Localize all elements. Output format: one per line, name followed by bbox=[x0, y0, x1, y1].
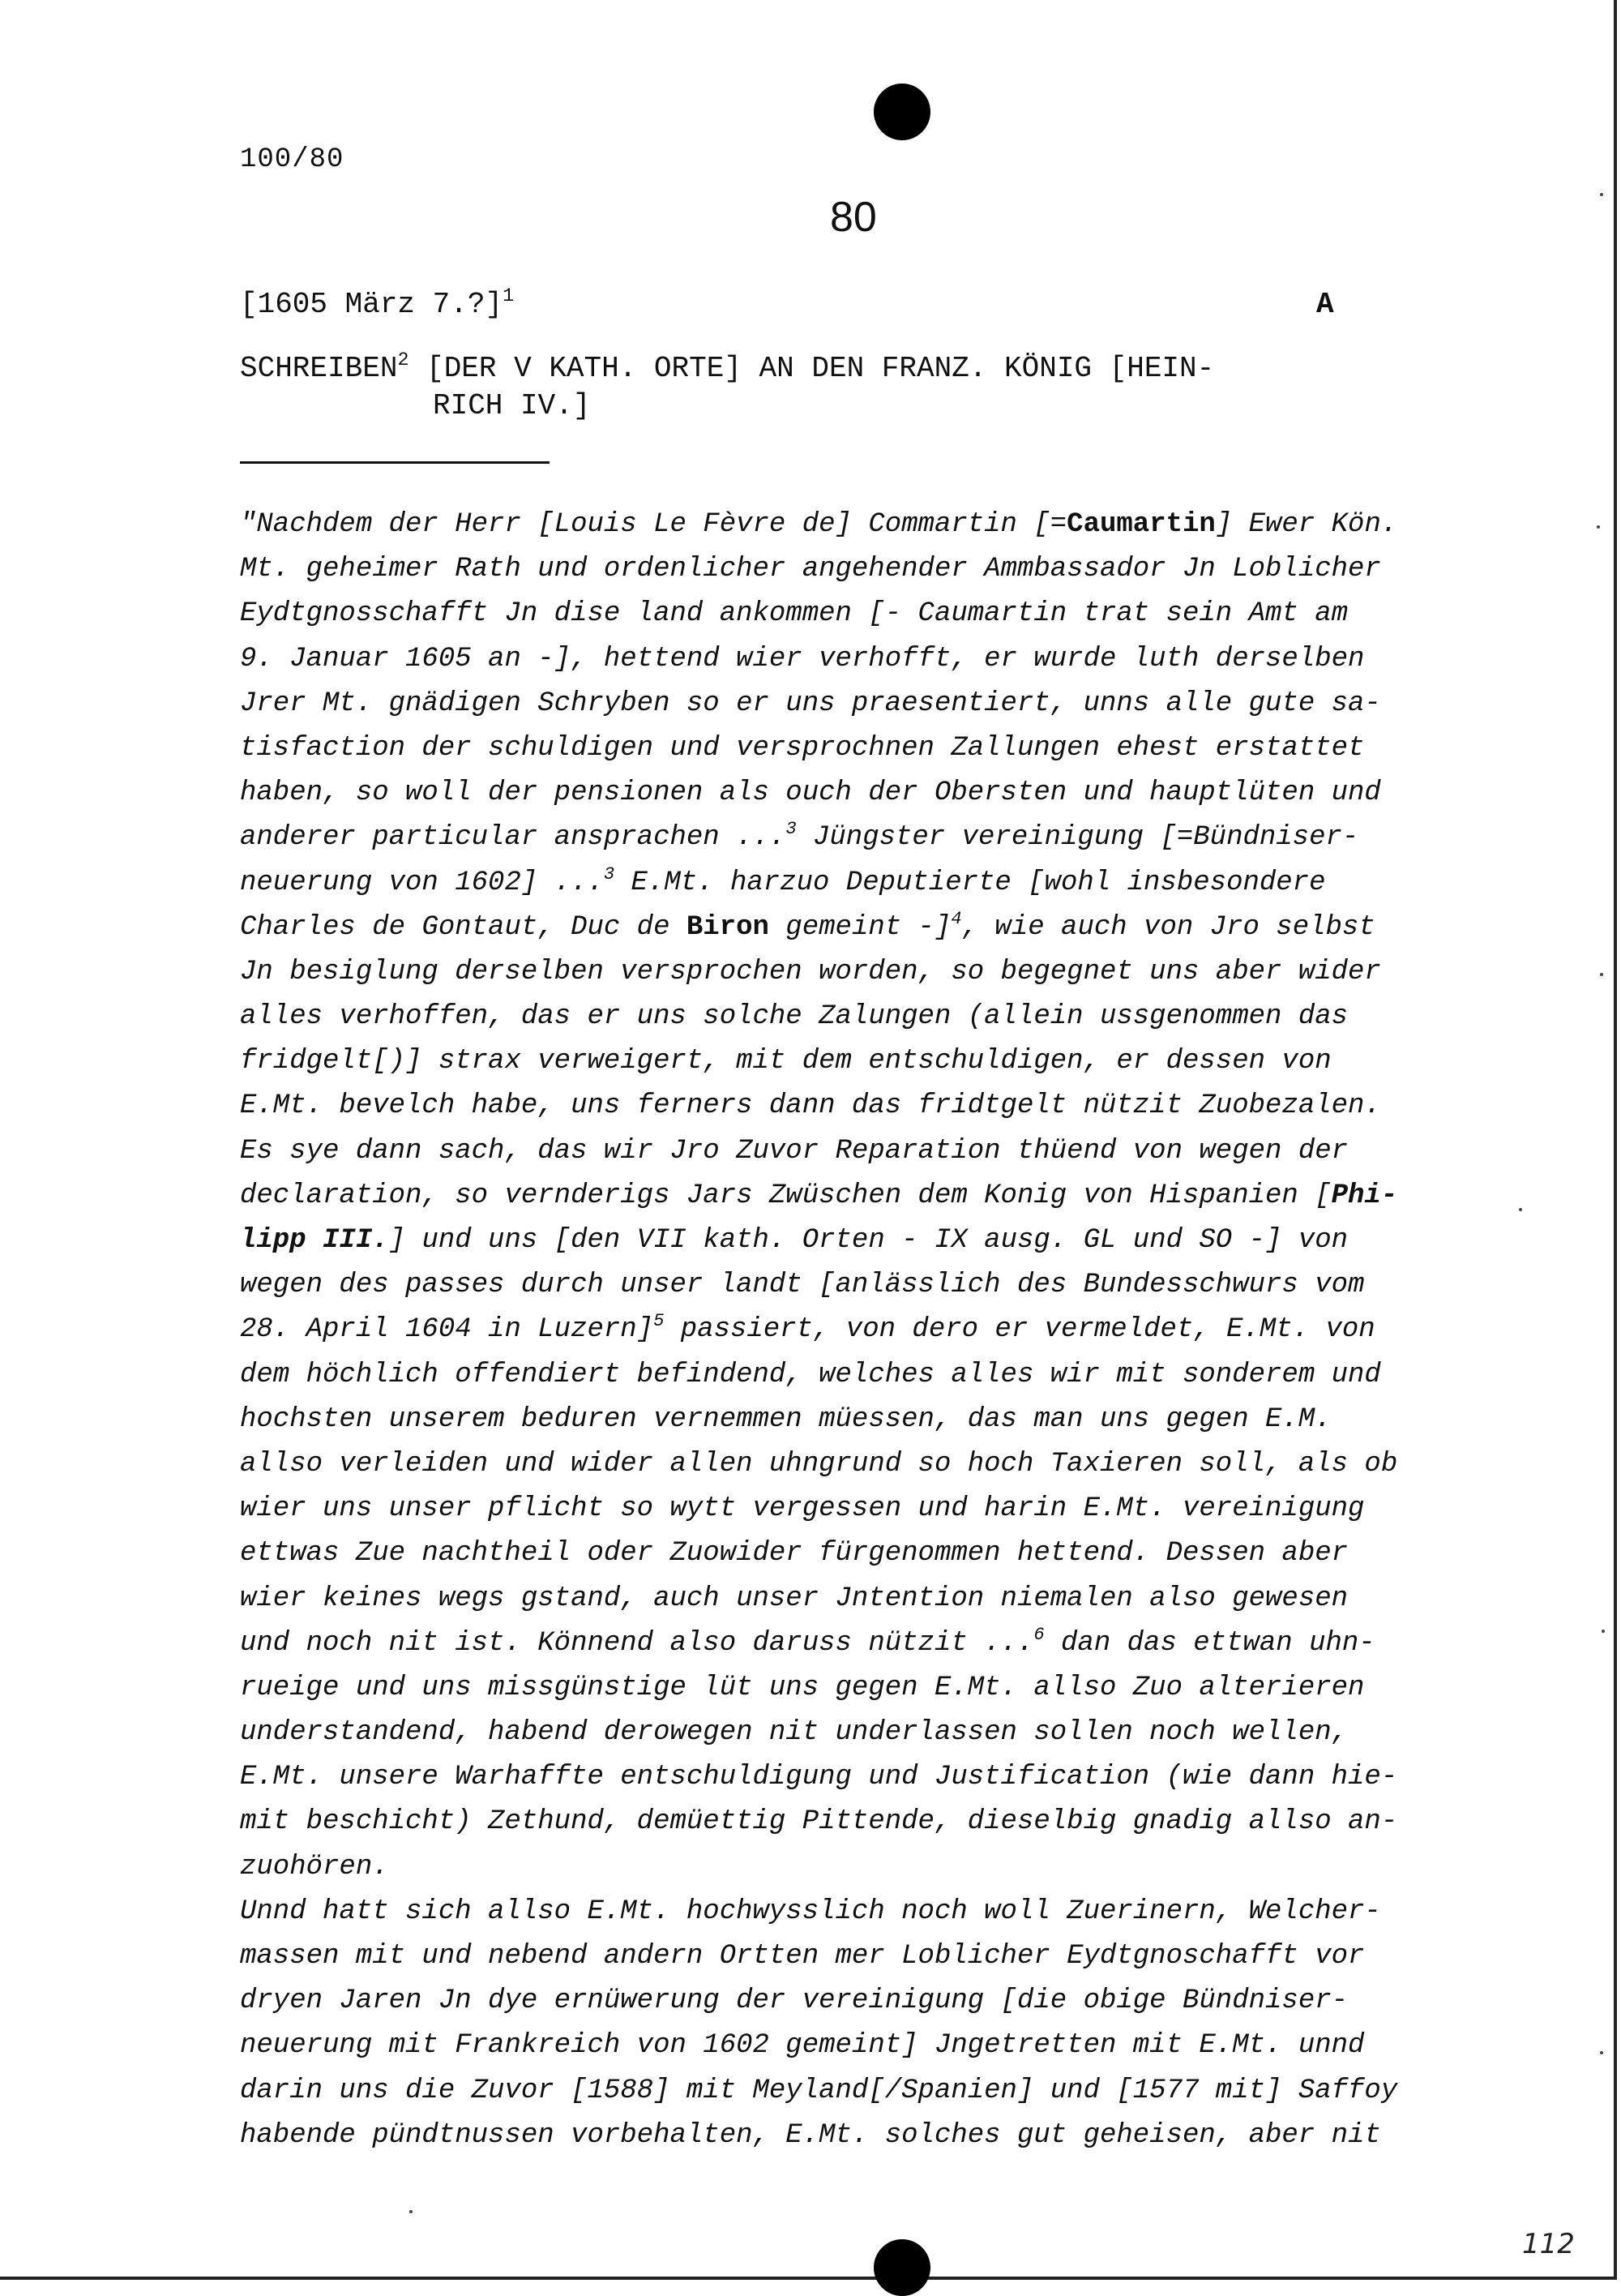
body-line bbox=[240, 1174, 1480, 1219]
footnote-ref: hochsten unserem beduren vernemmen müessen, das man uns gegen E.M. bbox=[240, 1403, 1332, 1435]
footnote-ref: declaration, so vernderigs Jars Zwüschen dem Konig von Hispanien [ bbox=[240, 1180, 1332, 1211]
footnote-ref: dan das ettwan uhn- bbox=[1044, 1627, 1375, 1659]
margin-speck bbox=[1597, 525, 1600, 529]
footnote-ref: ettwas Zue nachtheil oder Zuowider fürgenommen hettend. Dessen aber bbox=[240, 1538, 1349, 1570]
punch-hole-top bbox=[874, 84, 930, 140]
footnote-ref: mit beschicht) Zethund, demüettig Pittende, dieselbig gnadig allso an- bbox=[240, 1806, 1398, 1838]
footnote-ref: allso verleiden und wider allen uhngrund so hoch Taxieren soll, als ob bbox=[240, 1448, 1398, 1480]
footnote-ref: 4 bbox=[951, 908, 962, 929]
footnote-ref: 9. Januar 1605 an -], hettend wier verhofft, er wurde luth derselben bbox=[240, 643, 1365, 675]
footnote-ref: dryen Jaren Jn dye ernüwerung der vereinigung [die obige Bündniser- bbox=[240, 1985, 1349, 2017]
body-line bbox=[240, 906, 1480, 950]
footnote-ref: 5 bbox=[653, 1311, 665, 1332]
footnote-ref: anderer particular ansprachen ... bbox=[240, 822, 786, 854]
footnote-ref: E.Mt. harzuo Deputierte [wohl insbesondere bbox=[614, 867, 1326, 898]
footnote-ref: 28. April 1604 in Luzern] bbox=[240, 1314, 654, 1346]
body-line bbox=[240, 995, 1480, 1039]
body-line bbox=[240, 1263, 1480, 1308]
body-line bbox=[240, 726, 1480, 771]
date-heading bbox=[240, 285, 515, 321]
body-line bbox=[240, 1039, 1480, 1084]
body-line bbox=[240, 1219, 1480, 1263]
body-line bbox=[240, 2069, 1480, 2114]
footnote-ref: Jrer Mt. gnädigen Schryben so er uns praesentiert, unns alle gute sa- bbox=[240, 688, 1381, 719]
footnote-ref: 3 bbox=[603, 863, 615, 885]
footnote-ref: 3 bbox=[785, 819, 797, 840]
footnote-ref: wier keines wegs gstand, auch unser Jntention niemalen also gewesen bbox=[240, 1583, 1349, 1614]
body-line bbox=[240, 771, 1480, 816]
body-line bbox=[240, 2024, 1480, 2068]
body-line bbox=[240, 1398, 1480, 1442]
footnote-ref: ] Ewer Kön. bbox=[1215, 509, 1398, 540]
date-label: [1605 März 7.?] bbox=[240, 288, 503, 321]
title-part-3: RICH IV.] bbox=[433, 389, 591, 422]
body-line bbox=[240, 1666, 1480, 1711]
footnote-ref: haben, so woll der pensionen als ouch der Obersten und hauptlüten und bbox=[240, 777, 1381, 809]
body-line bbox=[240, 1621, 1480, 1666]
margin-speck bbox=[1519, 1208, 1522, 1211]
footnote-ref: ] und uns [den VII kath. Orten - IX ausg. GL und SO -] von bbox=[388, 1225, 1349, 1256]
body-text-segment: Biron bbox=[686, 911, 769, 943]
body-line bbox=[240, 1531, 1480, 1576]
folio-number: 112 bbox=[1522, 2228, 1575, 2260]
body-line bbox=[240, 1129, 1480, 1174]
footnote-ref: und noch nit ist. Könnend also daruss nützit ... bbox=[240, 1627, 1034, 1659]
punch-hole-bottom bbox=[874, 2239, 930, 2296]
footnote-ref: wegen des passes durch unser landt [anlässlich des Bundesschwurs vom bbox=[240, 1270, 1365, 1301]
footnote-ref: E.Mt. unsere Warhaffte entschuldigung und Justification (wie dann hie- bbox=[240, 1762, 1398, 1793]
footnote-ref: Jn besiglung derselben versprochen worden, so begegnet uns aber wider bbox=[240, 956, 1381, 987]
footnote-ref: habende pündtnussen vorbehalten, E.Mt. solches gut geheisen, aber nit bbox=[240, 2119, 1381, 2151]
footnote-ref: Unnd hatt sich allso E.Mt. hochwysslich noch woll Zuerinern, Welcher- bbox=[240, 1895, 1381, 1927]
footnote-ref: neuerung mit Frankreich von 1602 gemeint] Jngetretten mit E.Mt. unnd bbox=[240, 2030, 1365, 2062]
letter-body bbox=[240, 503, 1480, 2158]
margin-speck bbox=[1602, 1630, 1605, 1633]
title-part-2: [DER V KATH. ORTE] AN DEN FRANZ. KÖNIG [HEIN- bbox=[408, 352, 1215, 385]
footnote-ref: passiert, von dero er vermeldet, E.Mt. von bbox=[664, 1314, 1375, 1346]
footnote-ref: wier uns unser pflicht so wytt vergessen und harin E.Mt. vereinigung bbox=[240, 1493, 1365, 1525]
body-line bbox=[240, 1353, 1480, 1398]
body-line bbox=[240, 1800, 1480, 1844]
body-line bbox=[240, 1711, 1480, 1755]
body-line bbox=[240, 1442, 1480, 1487]
footnote-ref: "Nachdem der Herr [Louis Le Fèvre de] Commartin [= bbox=[240, 509, 1067, 540]
margin-speck bbox=[409, 2210, 413, 2213]
footnote-ref: dem höchlich offendiert befindend, welches alles wir mit sonderem und bbox=[240, 1359, 1381, 1390]
date-footnote-ref: 1 bbox=[503, 285, 515, 307]
body-line bbox=[240, 592, 1480, 636]
grade-letter: A bbox=[1316, 288, 1334, 321]
body-line bbox=[240, 1979, 1480, 2024]
body-line bbox=[240, 503, 1480, 547]
body-line bbox=[240, 1084, 1480, 1129]
footnote-ref: E.Mt. bevelch habe, uns ferners dann das fridtgelt nützit Zuobezalen. bbox=[240, 1090, 1381, 1122]
footnote-ref: Charles de Gontaut, Duc de bbox=[240, 911, 686, 943]
footnote-ref: gemeint -] bbox=[768, 911, 952, 943]
footnote-ref: 6 bbox=[1033, 1624, 1045, 1645]
footnote-ref: Jüngster vereinigung [=Bündniser- bbox=[796, 822, 1359, 854]
footnote-ref: darin uns die Zuvor [1588] mit Meyland[/Spanien] und [1577 mit] Saffoy bbox=[240, 2075, 1398, 2106]
footnote-ref: alles verhoffen, das er uns solche Zalungen (allein ussgenommen das bbox=[240, 1001, 1349, 1033]
title-footnote-ref: 2 bbox=[397, 349, 409, 371]
document-reference: 100/80 bbox=[240, 144, 344, 175]
margin-speck bbox=[1600, 2051, 1603, 2054]
title-part-1: SCHREIBEN bbox=[240, 352, 398, 385]
body-text-segment: Caumartin bbox=[1067, 509, 1216, 540]
body-text-segment: Phi- bbox=[1331, 1180, 1398, 1211]
body-line bbox=[240, 2114, 1480, 2158]
body-line bbox=[240, 547, 1480, 592]
footnote-ref: massen mit und nebend andern Ortten mer Loblicher Eydtgnoschafft vor bbox=[240, 1941, 1365, 1972]
body-line bbox=[240, 1308, 1480, 1352]
body-line bbox=[240, 1934, 1480, 1979]
title-rule bbox=[240, 461, 550, 464]
footnote-ref: tisfaction der schuldigen und versprochnen Zallungen ehest erstattet bbox=[240, 732, 1365, 764]
footnote-ref: zuohören. bbox=[240, 1851, 389, 1883]
footnote-ref: , wie auch von Jro selbst bbox=[961, 911, 1375, 943]
footnote-ref: Mt. geheimer Rath und ordenlicher angehender Ammbassador Jn Loblicher bbox=[240, 554, 1381, 585]
body-line bbox=[240, 637, 1480, 682]
body-text-segment: lipp III. bbox=[240, 1225, 389, 1256]
body-line bbox=[240, 816, 1480, 860]
document-title bbox=[240, 350, 1375, 425]
body-line bbox=[240, 1487, 1480, 1531]
body-line bbox=[240, 861, 1480, 906]
page-number: 80 bbox=[830, 194, 877, 241]
body-line bbox=[240, 1577, 1480, 1621]
body-line bbox=[240, 950, 1480, 995]
margin-speck bbox=[1600, 193, 1603, 196]
body-line bbox=[240, 1845, 1480, 1890]
margin-speck bbox=[1600, 973, 1603, 976]
footnote-ref: fridgelt[)] strax verweigert, mit dem entschuldigen, er dessen von bbox=[240, 1046, 1332, 1077]
footnote-ref: Eydtgnosschafft Jn dise land ankommen [- Caumartin trat sein Amt am bbox=[240, 598, 1349, 630]
body-line bbox=[240, 1755, 1480, 1800]
footnote-ref: understandend, habend derowegen nit underlassen sollen noch wellen, bbox=[240, 1717, 1349, 1749]
footnote-ref: Es sye dann sach, das wir Jro Zuvor Reparation thüend von wegen der bbox=[240, 1135, 1349, 1167]
body-line bbox=[240, 1890, 1480, 1934]
footnote-ref: rueige und uns missgünstige lüt uns gegen E.Mt. allso Zuo alterieren bbox=[240, 1672, 1365, 1703]
body-line bbox=[240, 682, 1480, 726]
footnote-ref: neuerung von 1602] ... bbox=[240, 867, 604, 898]
